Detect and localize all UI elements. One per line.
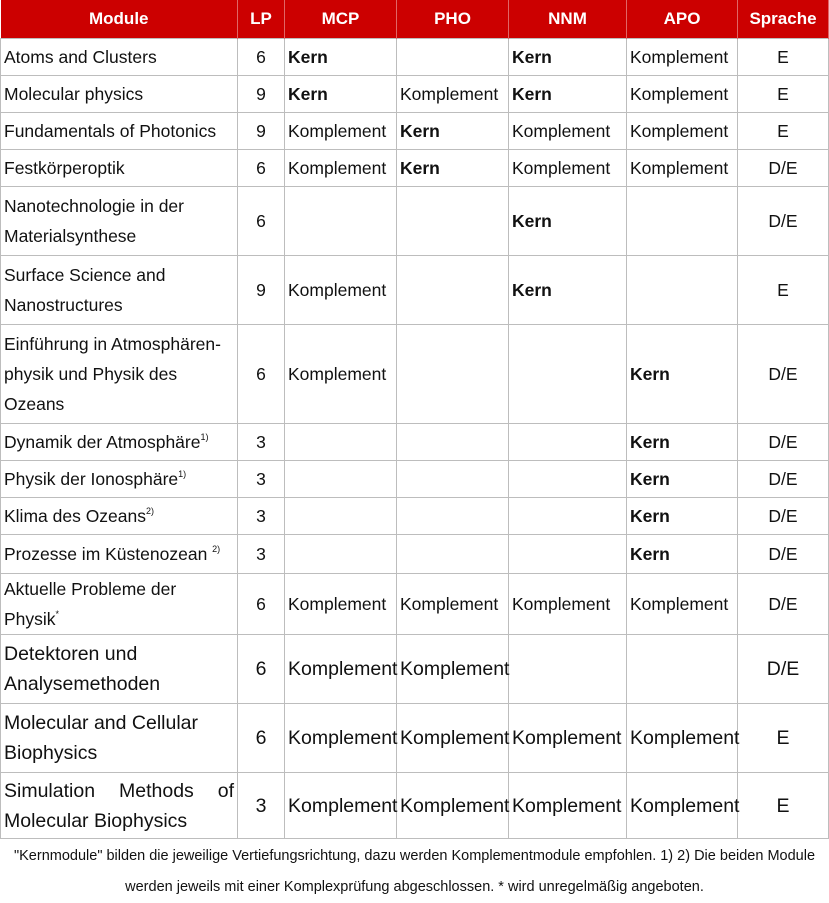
mcp-cell: Komplement	[285, 113, 397, 150]
header-sprache: Sprache	[738, 0, 829, 39]
sprache-cell: D/E	[738, 635, 829, 704]
apo-cell: Komplement	[627, 773, 738, 839]
apo-cell: Kern	[627, 461, 738, 498]
apo-cell: Komplement	[627, 39, 738, 76]
sprache-cell: E	[738, 704, 829, 773]
footnote-marker: 1)	[178, 469, 187, 479]
table-row	[1, 325, 829, 424]
sprache-cell: D/E	[738, 461, 829, 498]
footnote-marker: 2)	[212, 544, 221, 554]
module-name: Fundamentals of Photonics	[4, 121, 217, 141]
pho-cell: Komplement	[397, 635, 509, 704]
mcp-cell: Komplement	[285, 773, 397, 839]
module-name: Detektoren und Analysemethoden	[4, 643, 161, 695]
lp-cell: 3	[238, 535, 285, 574]
nnm-cell	[509, 461, 627, 498]
lp-cell: 6	[238, 39, 285, 76]
sprache-cell: E	[738, 256, 829, 325]
lp-cell: 6	[238, 574, 285, 635]
module-name-cell	[1, 574, 238, 635]
nnm-cell: Kern	[509, 256, 627, 325]
module-name-cell	[1, 498, 238, 535]
footnote-marker: *	[55, 609, 60, 619]
module-name: Simulation Methods of Molecular Biophysics	[4, 779, 234, 832]
lp-cell: 3	[238, 424, 285, 461]
module-name-cell	[1, 39, 238, 76]
lp-cell: 3	[238, 498, 285, 535]
header-apo: APO	[627, 0, 738, 39]
sprache-cell: E	[738, 113, 829, 150]
lp-cell: 3	[238, 461, 285, 498]
sprache-cell: D/E	[738, 535, 829, 574]
table-row	[1, 187, 829, 256]
mcp-cell	[285, 424, 397, 461]
sprache-cell: D/E	[738, 150, 829, 187]
pho-cell: Kern	[397, 113, 509, 150]
module-name: Molecular and Cellular Biophysics	[4, 712, 199, 764]
nnm-cell: Kern	[509, 76, 627, 113]
pho-cell	[397, 535, 509, 574]
module-name: Molecular physics	[4, 84, 144, 104]
apo-cell: Kern	[627, 424, 738, 461]
mcp-cell: Komplement	[285, 574, 397, 635]
nnm-cell	[509, 325, 627, 424]
mcp-cell: Kern	[285, 76, 397, 113]
header-pho: PHO	[397, 0, 509, 39]
header-lp: LP	[238, 0, 285, 39]
pho-cell	[397, 39, 509, 76]
module-name: Festkörperoptik	[4, 158, 125, 178]
mcp-cell: Komplement	[285, 256, 397, 325]
module-name-cell	[1, 325, 238, 424]
lp-cell: 3	[238, 773, 285, 839]
apo-cell	[627, 187, 738, 256]
sprache-cell: D/E	[738, 498, 829, 535]
nnm-cell	[509, 535, 627, 574]
mcp-cell	[285, 461, 397, 498]
pho-cell	[397, 325, 509, 424]
mcp-cell: Komplement	[285, 635, 397, 704]
apo-cell: Kern	[627, 498, 738, 535]
lp-cell: 9	[238, 76, 285, 113]
module-name: Physik der Ionosphäre	[4, 469, 179, 489]
mcp-cell	[285, 187, 397, 256]
module-name: Aktuelle Probleme der Physik	[4, 579, 177, 629]
module-name-cell	[1, 773, 238, 839]
sprache-cell: D/E	[738, 574, 829, 635]
apo-cell: Komplement	[627, 574, 738, 635]
module-name-cell	[1, 113, 238, 150]
module-name-cell	[1, 424, 238, 461]
sprache-cell: E	[738, 76, 829, 113]
apo-cell: Komplement	[627, 704, 738, 773]
apo-cell	[627, 256, 738, 325]
nnm-cell: Komplement	[509, 773, 627, 839]
sprache-cell: E	[738, 39, 829, 76]
pho-cell: Komplement	[397, 76, 509, 113]
module-name-cell	[1, 535, 238, 574]
table-row	[1, 704, 829, 773]
lp-cell: 9	[238, 256, 285, 325]
footnote	[0, 841, 829, 903]
module-name-cell	[1, 461, 238, 498]
apo-cell	[627, 635, 738, 704]
footnote-marker: 2)	[146, 506, 155, 516]
table-row	[1, 424, 829, 461]
table-row	[1, 76, 829, 113]
sprache-cell: D/E	[738, 187, 829, 256]
table-row	[1, 150, 829, 187]
table-row	[1, 535, 829, 574]
header-row	[1, 0, 829, 39]
pho-cell	[397, 424, 509, 461]
lp-cell: 6	[238, 150, 285, 187]
nnm-cell	[509, 424, 627, 461]
header-module: Module	[1, 0, 238, 39]
module-name: Surface Science and Nanostructures	[4, 265, 166, 315]
table-row	[1, 113, 829, 150]
pho-cell: Kern	[397, 150, 509, 187]
mcp-cell: Kern	[285, 39, 397, 76]
lp-cell: 6	[238, 187, 285, 256]
pho-cell	[397, 256, 509, 325]
lp-cell: 9	[238, 113, 285, 150]
module-name: Atoms and Clusters	[4, 47, 157, 67]
module-name: Klima des Ozeans	[4, 506, 147, 526]
nnm-cell: Komplement	[509, 574, 627, 635]
sprache-cell: D/E	[738, 325, 829, 424]
sprache-cell: D/E	[738, 424, 829, 461]
nnm-cell: Komplement	[509, 113, 627, 150]
footnote-line-2: werden jeweils mit einer Komplexprüfung abgeschlossen. * wird unregelmäßig angeboten.	[125, 879, 704, 895]
mcp-cell: Komplement	[285, 325, 397, 424]
pho-cell	[397, 461, 509, 498]
header-mcp: MCP	[285, 0, 397, 39]
module-name-cell	[1, 150, 238, 187]
nnm-cell: Kern	[509, 187, 627, 256]
module-name: Einführung in Atmosphären-physik und Physik des Ozeans	[4, 334, 221, 414]
nnm-cell	[509, 635, 627, 704]
table-row	[1, 574, 829, 635]
footnote-line-1: "Kernmodule" bilden die jeweilige Vertiefungsrichtung, dazu werden Komplementmodule empfohlen. 1) 2) Die beiden Module	[13, 848, 816, 864]
table-row	[1, 498, 829, 535]
apo-cell: Komplement	[627, 76, 738, 113]
apo-cell: Kern	[627, 535, 738, 574]
pho-cell: Komplement	[397, 704, 509, 773]
nnm-cell: Komplement	[509, 704, 627, 773]
mcp-cell	[285, 535, 397, 574]
module-name-cell	[1, 635, 238, 704]
table-row	[1, 635, 829, 704]
lp-cell: 6	[238, 325, 285, 424]
header-nnm: NNM	[509, 0, 627, 39]
module-name-cell	[1, 704, 238, 773]
apo-cell: Kern	[627, 325, 738, 424]
nnm-cell: Kern	[509, 39, 627, 76]
module-name-cell	[1, 187, 238, 256]
pho-cell: Komplement	[397, 773, 509, 839]
lp-cell: 6	[238, 635, 285, 704]
table-row	[1, 39, 829, 76]
table-row	[1, 461, 829, 498]
mcp-cell: Komplement	[285, 704, 397, 773]
sprache-cell: E	[738, 773, 829, 839]
pho-cell	[397, 498, 509, 535]
nnm-cell	[509, 498, 627, 535]
pho-cell	[397, 187, 509, 256]
table-row	[1, 256, 829, 325]
footnote-marker: 1)	[200, 432, 209, 442]
module-name: Dynamik der Atmosphäre	[4, 432, 201, 452]
apo-cell: Komplement	[627, 150, 738, 187]
module-name: Prozesse im Küstenozean	[4, 544, 213, 564]
table-row	[1, 773, 829, 839]
module-name-cell	[1, 256, 238, 325]
nnm-cell: Komplement	[509, 150, 627, 187]
apo-cell: Komplement	[627, 113, 738, 150]
module-name-cell	[1, 76, 238, 113]
module-name: Nanotechnologie in der Materialsynthese	[4, 196, 184, 246]
lp-cell: 6	[238, 704, 285, 773]
pho-cell: Komplement	[397, 574, 509, 635]
mcp-cell: Komplement	[285, 150, 397, 187]
mcp-cell	[285, 498, 397, 535]
